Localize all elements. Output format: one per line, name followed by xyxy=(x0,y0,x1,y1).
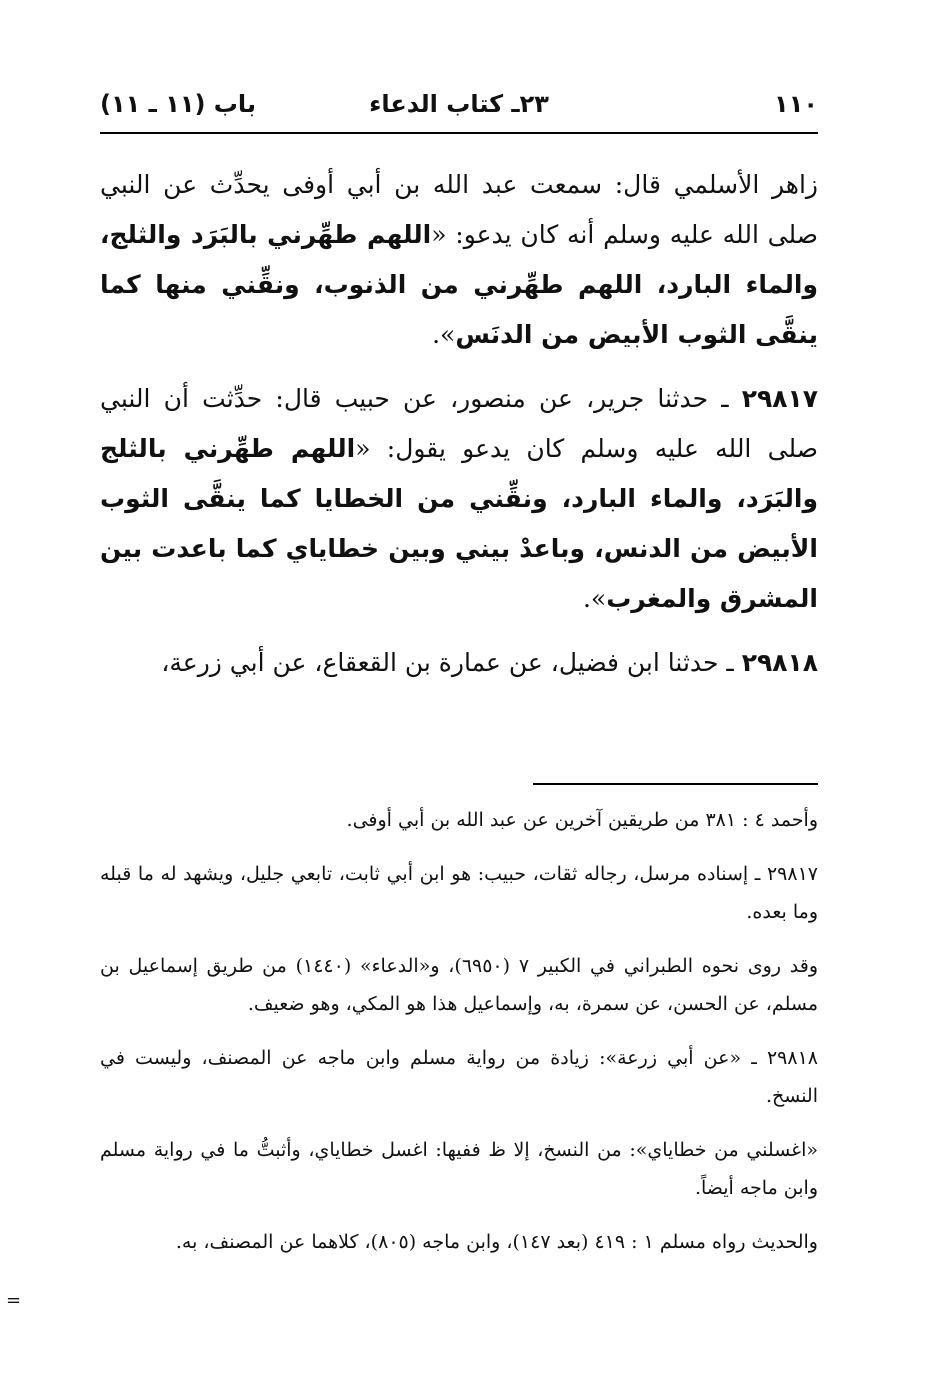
main-text xyxy=(100,160,818,702)
p1-hadith-text: اللهم طهِّرني بالبَرَد والثلج، والماء البارد، اللهم طهِّرني من الذنوب، ونقِّني منها كما ينقَّى الثوب الأبيض من الدنَس xyxy=(100,220,818,349)
footnote-2: ٢٩٨١٧ ـ إسناده مرسل، رجاله ثقات، حبيب: هو ابن أبي ثابت، تابعي جليل، ويشهد له ما قبله وما بعده. xyxy=(100,863,818,923)
hadith-number-29817: ٢٩٨١٧ xyxy=(741,384,818,413)
hadith-number-29818: ٢٩٨١٨ xyxy=(741,648,818,677)
p2-hadith-text: اللهم طهِّرني بالثلج والبَرَد، والماء البارد، ونقِّني من الخطايا كما ينقَّى الثوب الأبيض من الدنس، وباعدْ بيني وبين خطاياي كما باعدت بين المشرق والمغرب xyxy=(100,434,818,613)
footnote-5: «اغسلني من خطاياي»: من النسخ، إلا ظ ففيها: اغسل خطاياي، وأثبتُّ ما في رواية مسلم وابن ماجه أيضاً. xyxy=(100,1139,818,1199)
footnote-3: وقد روى نحوه الطبراني في الكبير ٧ (٦٩٥٠)، و«الدعاء» (١٤٤٠) من طريق إسماعيل بن مسلم، عن الحسن، عن سمرة، به، وإسماعيل هذا هو المكي، وهو ضعيف. xyxy=(100,955,819,1015)
hadith-29817 xyxy=(100,374,818,624)
book-page xyxy=(100,86,818,1326)
footnote-6: والحديث رواه مسلم ١ : ٤١٩ (بعد ١٤٧)، وابن ماجه (٨٠٥)، كلاهما عن المصنف، به. xyxy=(175,1231,818,1253)
footnotes xyxy=(100,801,818,1277)
p1-text2: ». xyxy=(432,320,456,349)
hadith-29818 xyxy=(100,638,818,688)
header-rule xyxy=(100,132,818,134)
p3-text1: ـ حدثنا ابن فضيل، عن عمارة بن القعقاع، عن أبي زرعة، xyxy=(161,648,742,677)
end-mark: = xyxy=(6,1290,22,1311)
section-label: باب (١١ ـ ١١) xyxy=(100,90,256,118)
page-header xyxy=(100,86,818,130)
chapter-title: ٢٣ـ كتاب الدعاء xyxy=(369,90,549,118)
footnote-rule xyxy=(533,783,818,785)
footnote-4: ٢٩٨١٨ ـ «عن أبي زرعة»: زيادة من رواية مسلم وابن ماجه عن المصنف، وليست في النسخ. xyxy=(100,1047,818,1107)
paragraph-continuation xyxy=(100,160,818,360)
page-number: ١١٠ xyxy=(774,90,818,118)
p1-text1: زاهر الأسلمي قال: سمعت عبد الله بن أبي أوفى يحدِّث عن النبي صلى الله عليه وسلم أنه كان يدعو: « xyxy=(100,170,818,249)
p2-text1: ـ حدثنا جرير، عن منصور، عن حبيب قال: حدِّثت أن النبي صلى الله عليه وسلم كان يدعو يقول: « xyxy=(100,384,818,463)
footnote-1: وأحمد ٤ : ٣٨١ من طريقين آخرين عن عبد الله بن أبي أوفى. xyxy=(346,809,818,831)
p2-text2: ». xyxy=(582,584,607,613)
